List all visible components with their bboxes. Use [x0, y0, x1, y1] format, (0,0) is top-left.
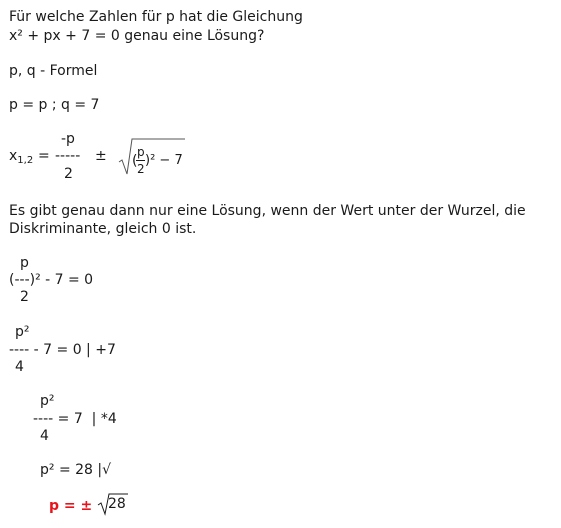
step1-bottom: 2: [20, 289, 29, 305]
question-line-2: x² + px + 7 = 0 genau eine Lösung?: [9, 28, 265, 44]
formula-subscript: 1,2: [17, 155, 34, 166]
pq-values: p = p ; q = 7: [9, 97, 100, 113]
formula-root-rest: )² − 7: [145, 153, 183, 168]
formula-name: p, q - Formel: [9, 63, 98, 79]
step3-bottom: 4: [40, 428, 49, 444]
formula-root-denominator: 2: [137, 162, 145, 176]
step2-bottom: 4: [15, 359, 24, 375]
explanation-line-1: Es gibt genau dann nur eine Lösung, wenn der Wert unter der Wurzel, die: [9, 203, 526, 219]
step3-top: p²: [40, 393, 55, 409]
formula-root-open: (: [132, 153, 138, 169]
step2-top: p²: [15, 324, 30, 340]
question-line-1: Für welche Zahlen für p hat die Gleichung: [9, 9, 303, 25]
explanation-line-2: Diskriminante, gleich 0 ist.: [9, 221, 197, 237]
result-radicand: 28: [108, 496, 126, 512]
formula-fraction-dashes: -----: [55, 148, 81, 164]
step1-top: p: [20, 255, 29, 271]
formula-denominator: 2: [64, 166, 73, 182]
formula-x: x: [9, 148, 18, 164]
formula-variable: [9, 148, 33, 166]
step3-middle: ---- = 7 | *4: [33, 411, 117, 427]
step1-middle: (---)² - 7 = 0: [9, 272, 94, 288]
step2-middle: ---- - 7 = 0 | +7: [9, 342, 116, 358]
formula-numerator: -p: [61, 131, 75, 147]
formula-plus-minus: ±: [95, 148, 107, 164]
step4: p² = 28 |√: [40, 462, 112, 478]
formula-equals: =: [38, 148, 50, 164]
result-lhs: p = ±: [49, 498, 93, 514]
formula-root-numerator: p: [137, 145, 145, 159]
